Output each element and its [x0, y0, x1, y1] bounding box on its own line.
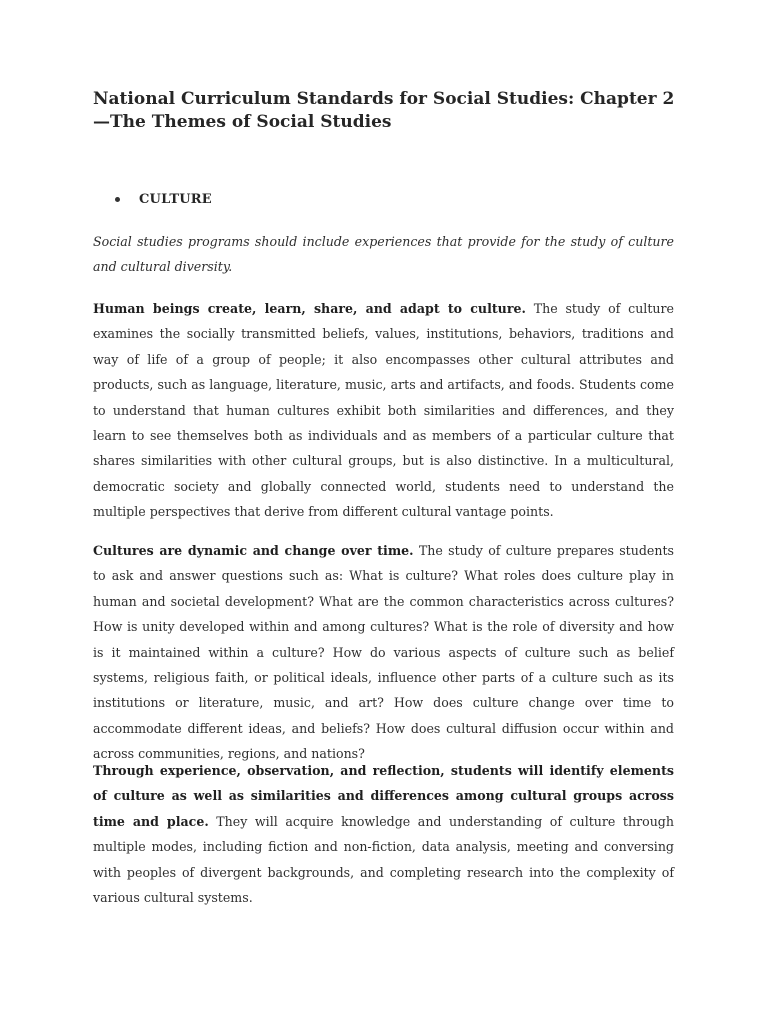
paragraph-experience	[93, 758, 674, 910]
paragraph-culture-adapt	[93, 296, 674, 525]
paragraph-lead: Human beings create, learn, share, and adapt to culture.	[93, 301, 526, 316]
paragraph-body: The study of culture prepares students to ask and answer questions such as: What is culture? What roles does culture play in human and societal development? What are the common characteristics across cultures? How is unity developed within and among cultures? What is the role of diversity and how is it maintained within a culture? How do various aspects of culture such as belief systems, religious faith, or political ideals, influence other parts of a culture such as its institutions or literature, music, and art? How does culture change over time to accommodate different ideas, and beliefs? How does cultural diffusion occur within and across communities, regions, and nations?	[93, 543, 675, 762]
paragraph-lead: Through experience, observation, and reflection, students will identify elements of culture as well as similarities and differences among cultural groups across time and place.	[93, 763, 674, 829]
paragraph-cultures-dynamic	[93, 538, 674, 767]
section-heading: CULTURE	[139, 191, 212, 207]
paragraph-body: They will acquire knowledge and understanding of culture through multiple modes, including fiction and non-fiction, data analysis, meeting and conversing with peoples of divergent backgrounds, and completing research into the complexity of various cultural systems.	[93, 813, 674, 906]
bullet-dot-icon	[115, 197, 120, 202]
document-title: National Curriculum Standards for Social Studies: Chapter 2—The Themes of Social Studies	[93, 89, 675, 132]
paragraph-lead: Cultures are dynamic and change over time.	[93, 543, 414, 558]
intro-paragraph: Social studies programs should include experiences that provide for the study of culture and cultural diversity.	[93, 234, 674, 275]
section-bullet	[115, 189, 212, 209]
paragraph-body: The study of culture examines the socially transmitted beliefs, values, institutions, behaviors, traditions and way of life of a group of people; it also encompasses other cultural attributes and products, such as language, literature, music, arts and artifacts, and foods. Students come to understand that human cultures exhibit both similarities and differences, and they learn to see themselves both as individuals and as members of a particular culture that shares similarities with other cultural groups, but is also distinctive. In a multicultural, democratic society and globally connected world, students need to understand the multiple perspectives that derive from different cultural vantage points.	[93, 301, 674, 520]
